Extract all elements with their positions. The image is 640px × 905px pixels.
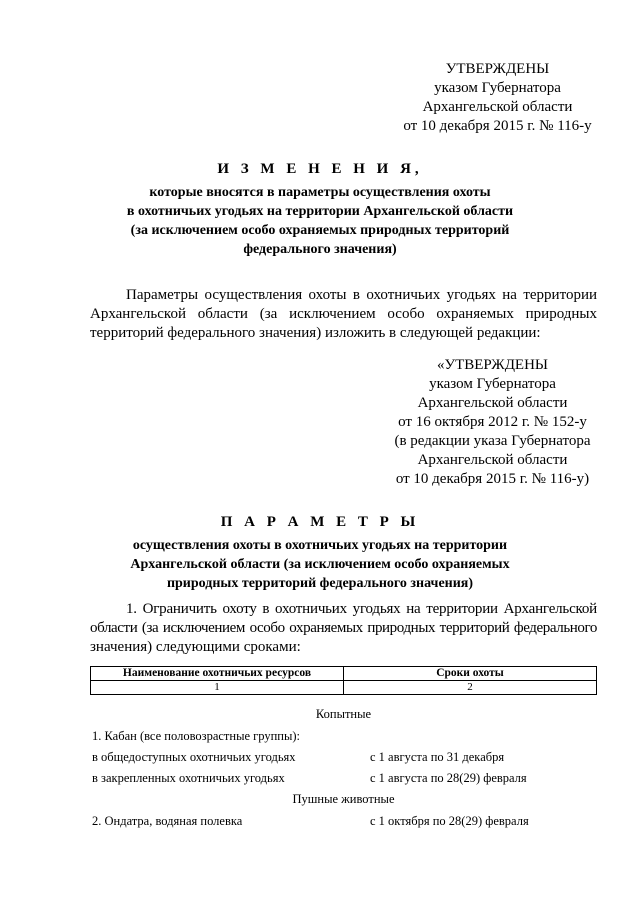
resource-name: в общедоступных охотничьих угодьях: [92, 750, 296, 764]
paragraph-line: Параметры осуществления охоты в охотничьих угодьях на территории: [126, 287, 597, 303]
parameters-title: П А Р А М Е Т Р Ы: [220, 514, 420, 530]
column-header-terms: Сроки охоты: [344, 667, 597, 681]
list-item: 1. Кабан (все половозрастные группы):: [92, 729, 301, 743]
approval-line: УТВЕРЖДЕНЫ: [445, 61, 550, 77]
heading-line: природных территорий федерального значения): [166, 576, 474, 591]
hunting-term: с 1 октября по 28(29) февраля: [370, 814, 529, 828]
hunting-term: с 1 августа по 28(29) февраля: [370, 771, 527, 785]
approval-line: от 10 декабря 2015 г. № 116-у: [403, 118, 592, 134]
approval-line: указом Губернатора: [434, 80, 561, 96]
item-1-paragraph: [90, 600, 597, 657]
approval-line: от 10 декабря 2015 г. № 116-у): [395, 471, 590, 487]
paragraph-line: области (за исключением особо охраняемых природных территорий федерального: [90, 620, 597, 636]
paragraph-line: 1. Ограничить охоту в охотничьих угодьях на территории Архангельской: [126, 601, 597, 617]
heading-line: в охотничьих угодьях на территории Архангельской области: [126, 204, 514, 219]
paragraph-line: территорий федерального значения) изложить в следующей редакции:: [90, 325, 541, 341]
table-number-row: [91, 681, 597, 695]
changes-title: И З М Е Н Е Н И Я,: [217, 161, 423, 177]
heading-line: федерального значения): [243, 242, 397, 257]
column-header-resources: Наименование охотничьих ресурсов: [91, 667, 344, 681]
approval-block-top: [390, 60, 605, 136]
approval-block-quoted: [375, 356, 610, 489]
approval-line: Архангельской области: [417, 395, 568, 411]
intro-paragraph: [90, 286, 597, 343]
hunting-term: с 1 августа по 31 декабря: [370, 750, 505, 764]
approval-line: Архангельской области: [422, 99, 573, 115]
parameters-heading: [60, 513, 580, 593]
section-title-furbearers: Пушные животные: [292, 792, 395, 806]
paragraph-line: Архангельской области (за исключением особо охраняемых природных: [90, 306, 597, 322]
resource-name: в закрепленных охотничьих угодьях: [92, 771, 285, 785]
approval-line: указом Губернатора: [429, 376, 556, 392]
resource-name: 2. Ондатра, водяная полевка: [92, 814, 243, 828]
section-title-ungulates: Копытные: [315, 707, 372, 721]
heading-line: (за исключением особо охраняемых природных территорий: [130, 223, 510, 238]
heading-line: которые вносятся в параметры осуществления охоты: [149, 185, 491, 200]
approval-line: (в редакции указа Губернатора: [394, 433, 591, 449]
approval-line: «УТВЕРЖДЕНЫ: [436, 357, 548, 373]
hunting-terms-table: [90, 666, 597, 695]
column-number: 2: [344, 681, 597, 695]
changes-heading: [60, 160, 580, 259]
approval-line: от 16 октября 2012 г. № 152-у: [398, 414, 587, 430]
approval-line: Архангельской области: [417, 452, 568, 468]
heading-line: Архангельской области (за исключением особо охраняемых: [130, 557, 510, 572]
paragraph-line: значения) следующими сроками:: [90, 639, 301, 655]
column-number: 1: [91, 681, 344, 695]
heading-line: осуществления охоты в охотничьих угодьях на территории: [132, 538, 508, 553]
table-header-row: [91, 667, 597, 681]
